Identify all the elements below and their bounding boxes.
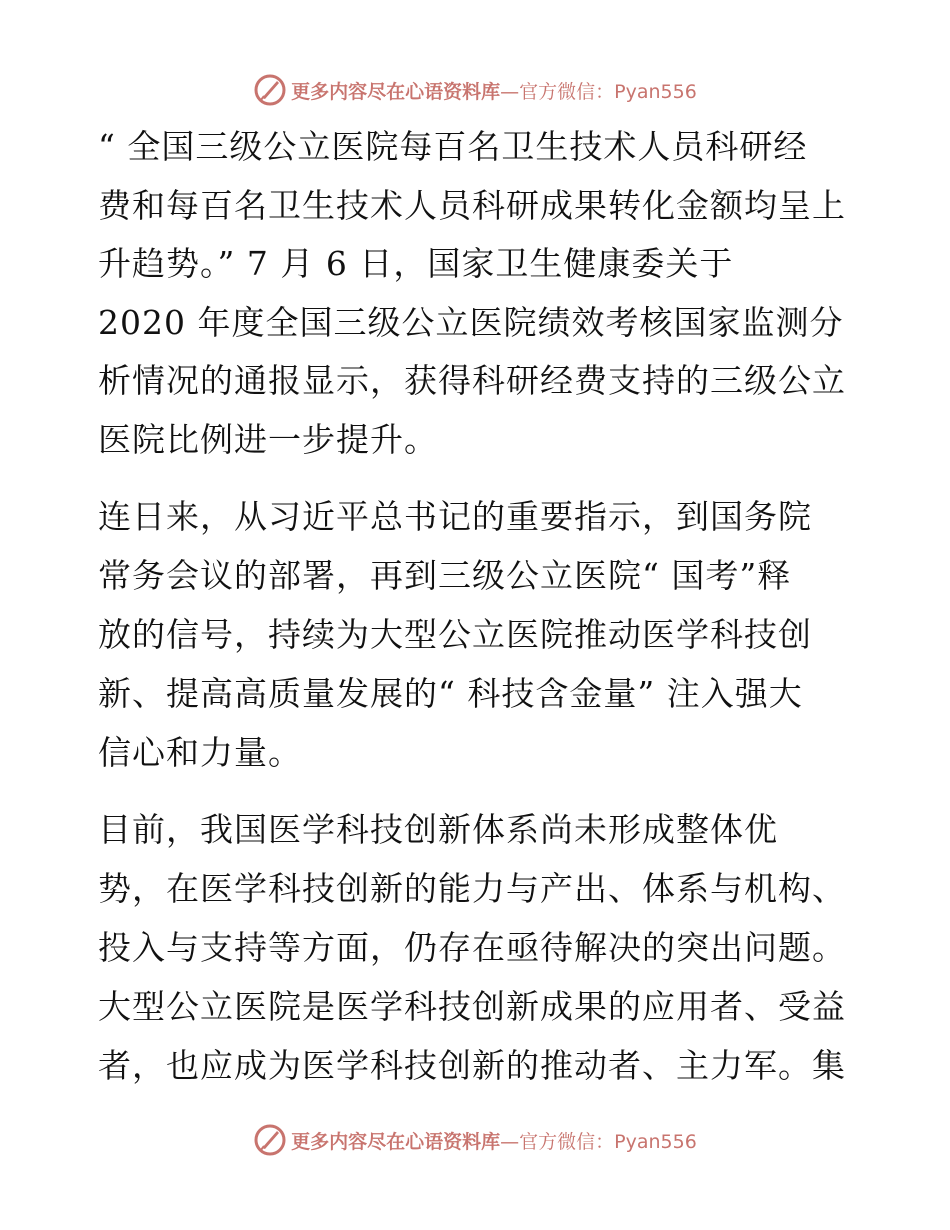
text-line: 者，也应成为医学科技创新的推动者、主力军。集 <box>98 1046 846 1085</box>
watermark-separator: — <box>500 80 520 103</box>
text-line: “ 全国三级公立医院每百名卫生技术人员科研经 <box>98 127 808 166</box>
article-body <box>98 118 858 1113</box>
text-line: 2020 年度全国三级公立医院绩效考核国家监测分 <box>98 302 844 342</box>
text-line: 费和每百名卫生技术人员科研成果转化金额均呈上 <box>98 185 846 225</box>
text-line: 势，在医学科技创新的能力与产出、体系与机构、 <box>98 869 846 908</box>
text-line: 医院比例进一步提升。 <box>98 419 438 459</box>
text-line: 析情况的通报显示，获得科研经费支持的三级公立 <box>98 361 846 400</box>
text-line: 连日来，从习近平总书记的重要指示，到国务院 <box>98 497 812 536</box>
watermark-wechat: 官方微信：Pyan556 <box>519 80 697 103</box>
watermark-text <box>291 77 697 104</box>
feather-pen-icon <box>253 73 287 107</box>
watermark-text <box>291 1127 697 1154</box>
footer-watermark <box>0 1120 950 1160</box>
header-watermark <box>0 70 950 110</box>
watermark-separator: — <box>500 1130 520 1153</box>
watermark-title: 更多内容尽在心语资料库 <box>291 1130 501 1153</box>
paragraph-2 <box>98 487 858 782</box>
text-line: 投入与支持等方面，仍存在亟待解决的突出问题。 <box>98 928 846 967</box>
feather-pen-icon <box>253 1123 287 1157</box>
paragraph-1 <box>98 118 858 469</box>
text-line: 放的信号，持续为大型公立医院推动医学科技创 <box>98 615 812 654</box>
text-line: 信心和力量。 <box>98 733 302 772</box>
text-line: 新、提高高质量发展的“ 科技含金量” 注入强大 <box>98 674 803 713</box>
paragraph-3 <box>98 800 858 1095</box>
text-line: 大型公立医院是医学科技创新成果的应用者、受益 <box>98 987 846 1026</box>
watermark-title: 更多内容尽在心语资料库 <box>291 80 501 103</box>
text-line: 升趋势。” 7 月 6 日，国家卫生健康委关于 <box>98 244 734 283</box>
watermark-wechat: 官方微信：Pyan556 <box>519 1130 697 1153</box>
text-line: 常务会议的部署，再到三级公立医院“ 国考”释 <box>98 556 792 595</box>
text-line: 目前，我国医学科技创新体系尚未形成整体优 <box>98 810 778 849</box>
